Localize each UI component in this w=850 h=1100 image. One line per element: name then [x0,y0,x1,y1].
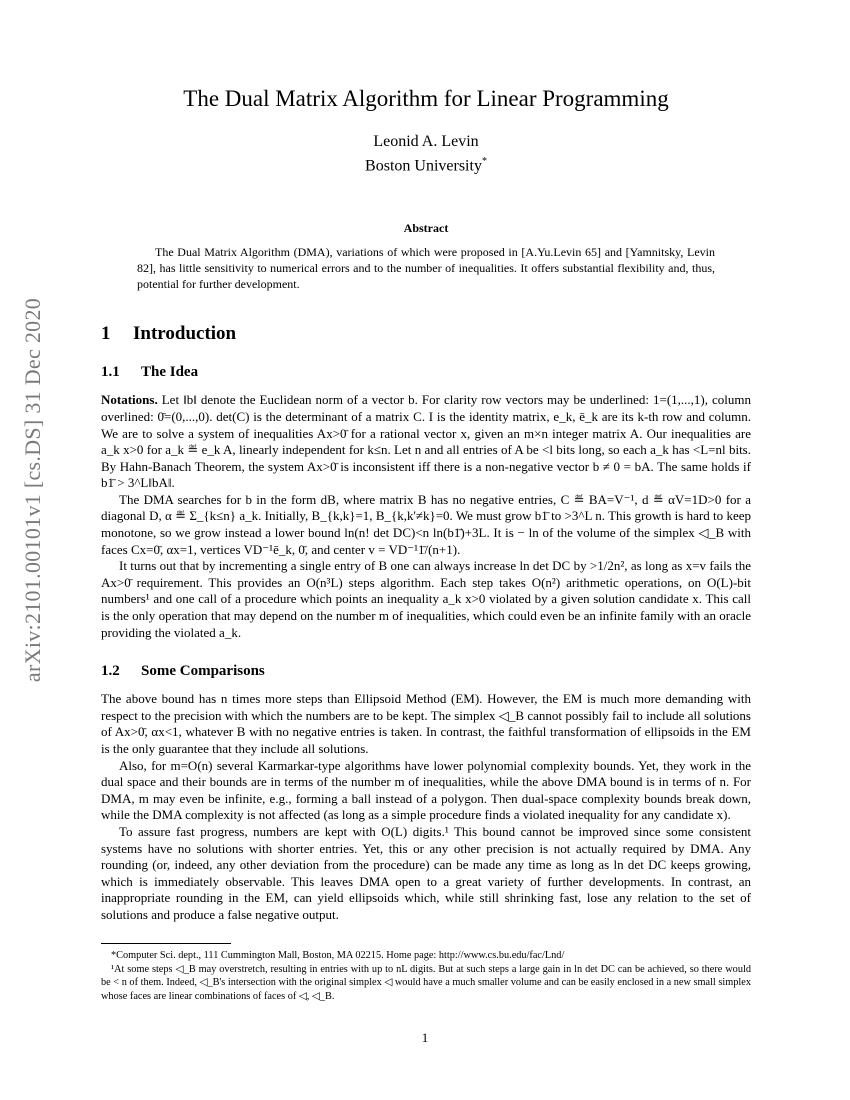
paragraph-bound: The above bound has n times more steps than Ellipsoid Method (EM). However, the EM is much more demanding with respect to the precision with which the numbers are to be kept. The simplex ◁_B cannot possibly fail to include all solutions of Ax>0̄, αx<1, whatever B with no negative entries is taken. In contrast, the faithful transformation of ellipsoids in the EM is the only guarantee that they include all solutions. [101,691,751,757]
notations-label: Notations. [101,392,158,408]
footnote-1: ¹At some steps ◁_B may overstretch, resulting in entries with up to nL digits. But at such steps a large gain in ln det DC can be achieved, so there would be < n of them. Indeed, ◁_B's intersection with the original simplex ◁ would have a much smaller volume and can be easily enclosed in a new small simplex whose faces are linear combinations of faces of ◁, ◁_B. [101,963,751,1002]
affiliation-text: Boston University [365,157,482,175]
subsection-heading [101,661,751,681]
footnotes [101,943,751,1003]
paragraph-dma-search: The DMA searches for b in the form dB, where matrix B has no negative entries, C ≝ BA=V⁻¹, d ≝ αV=1D>0 for a diagonal D, α ≝ Σ_{k≤n} a_k. Initially, B_{k,k}=1, B_{k,k'≠k}=0. We must grow b1̄ to >3^L n. This growth is hard to keep monotone, so we grow instead a lower bound ln(n! det DC)<n ln(b1̄)+3L. It is − ln of the volume of the simplex ◁_B with faces Cx=0̄, αx=1, vertices VD⁻¹ē_k, 0̄, and center v = VD⁻¹1̄/(n+1). [101,491,751,557]
affiliation [101,152,751,176]
paper-title: The Dual Matrix Algorithm for Linear Programming [183,86,669,111]
section-heading [101,322,751,346]
subsection-heading [101,362,751,382]
abstract-text: The Dual Matrix Algorithm (DMA), variations of which were proposed in [A.Yu.Levin 65] and [Yamnitsky, Levin 82], has little sensitivity to numerical errors and to the number of inequalities. It offers substantial flexibility and, thus, potential for further development. [137,245,715,292]
footnote-rule [101,943,231,944]
paragraph-notations [101,392,751,492]
arxiv-identifier: arXiv:2101.00101v1 [cs.DS] 31 Dec 2020 [20,297,45,683]
paragraph-fast-progress: To assure fast progress, numbers are kept with O(L) digits.¹ This bound cannot be improved since some consistent systems have no solutions with shorter entries. Yet, this or any other precision is not actually required by DMA. Any rounding (or, indeed, any other deviation from the procedure) can be made any time as long as ln det DC keeps growing, which is immediately observable. This leaves DMA open to a great variety of further developments. In contrast, an inappropriate rounding in the EM, can yield ellipsoids which, while still shrinking fast, lose any relation to the set of solutions and produce a false negative output. [101,823,751,922]
arxiv-stamp [8,290,58,690]
section-title: Introduction [133,323,237,345]
notations-text: Let ‖b‖ denote the Euclidean norm of a vector b. For clarity row vectors may be underlined: 1=(1,...,1), column overlined: 0̄=(0,...,0). det(C) is the determinant of a matrix C. I is the identity matrix, e_k, ē_k are its k-th row and column. We are to solve a system of inequalities Ax>0̄ for a rational vector x, given an m×n integer matrix A. Our inequalities are a_k x>0 for a_k ≝ e_k A, linearly independent for k≤n. Let n and all entries of A be <l bits long, so each a_k has <L=nl bits. By Hahn-Banach Theorem, the system Ax>0̄ is inconsistent iff there is a non-negative vector b ≠ 0 = bA. The same holds if b1̄ > 3^L‖bA‖. [101,392,752,491]
page-number: 1 [421,1030,429,1045]
section-number: 1 [101,323,111,345]
paragraph-karmarkar: Also, for m=O(n) several Karmarkar-type algorithms have lower polynomial complexity bounds. Yet, they work in the dual space and their bounds are in terms of the number m of inequalities, while the above DMA bound is in terms of n. For DMA, m may even be infinite, e.g., forming a ball instead of a polygon. Then dual-space complexity bounds break down, while the DMA complexity is not affected (as long as a simple procedure finds a violated inequality for any candidate x). [101,757,751,823]
subsection-number: 1.2 [101,663,120,680]
author-name: Leonid A. Levin [373,133,479,150]
subsection-title: The Idea [141,364,199,381]
subsection-number: 1.1 [101,364,120,381]
footnote-affiliation: *Computer Sci. dept., 111 Cummington Mall, Boston, MA 02215. Home page: http://www.cs.bu.edu/fac/Lnd/ [111,950,565,961]
paper-body [101,84,751,924]
affiliation-footnote-mark: * [481,156,487,167]
abstract-heading: Abstract [403,221,449,236]
subsection-title: Some Comparisons [141,663,265,680]
paragraph-turns-out: It turns out that by incrementing a single entry of B one can always increase ln det DC by >1/2n², as long as x=v fails the Ax>0̄ requirement. This provides an O(n³L) steps algorithm. Each step takes O(n²) arithmetic operations, on O(L)-bit numbers¹ and one call of a procedure which points an inequality a_k x>0 violated by a given solution candidate x. This call is the only operation that may depend on the number m of inequalities, which could even be an infinite family with an oracle providing the violated a_k. [101,558,751,640]
